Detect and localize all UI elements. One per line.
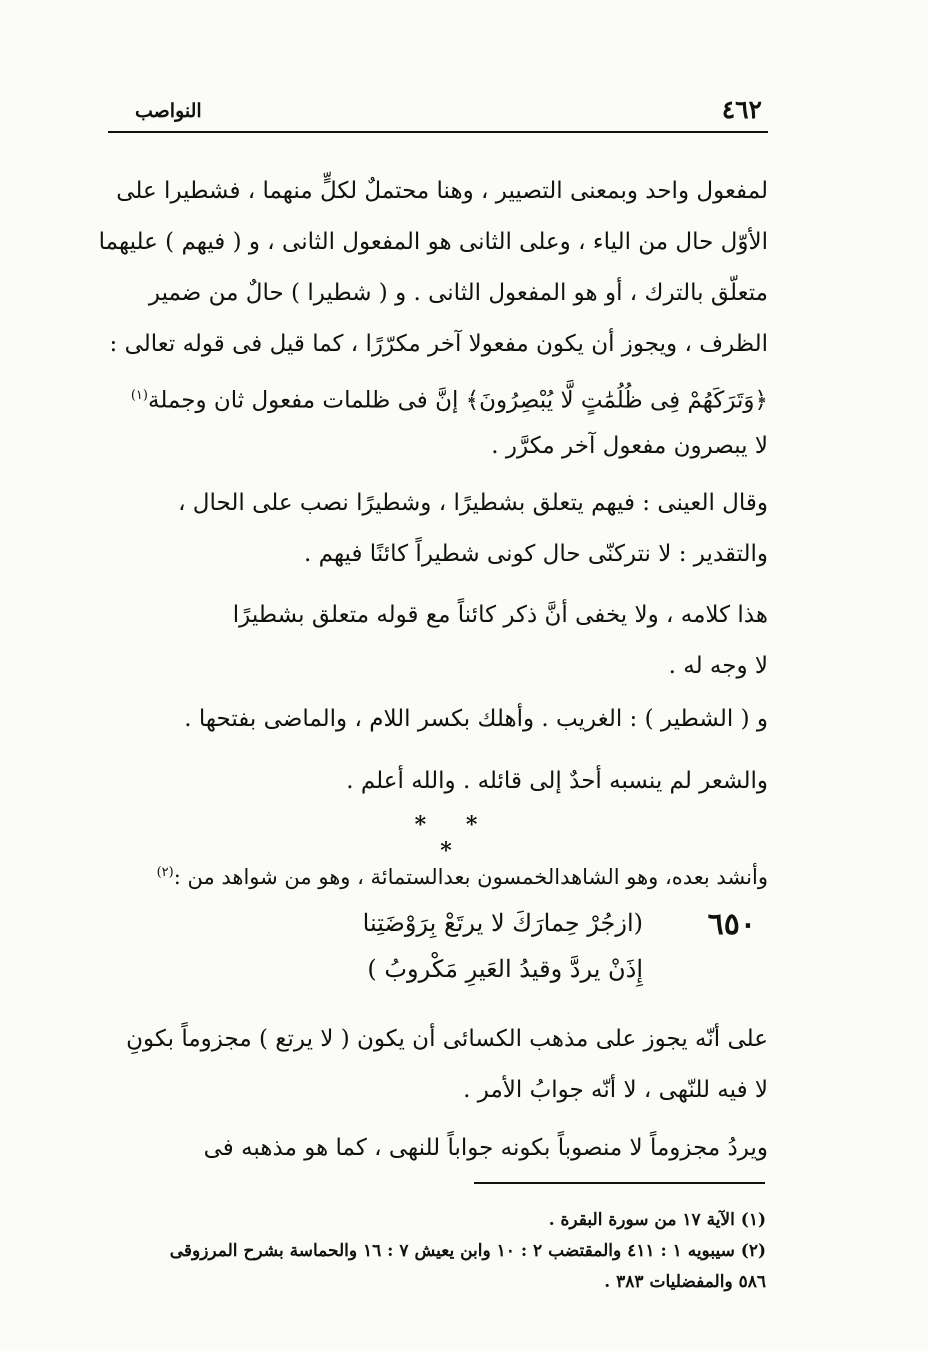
paragraph-line-14: على أنّه يجوز على مذهب الكسائى أن يكون ( لا يرتع ) مجزوماً بكونِ — [126, 1026, 768, 1052]
paragraph-line-11: و ( الشطير ) : الغريب . وأهلك بكسر اللام ، والماضى بفتحها . — [184, 706, 768, 732]
page-number: ٤٦٢ — [721, 95, 762, 124]
footnote-mark-1: (١) — [130, 388, 148, 403]
paragraph-line-1: لمفعول واحد وبمعنى التصيير ، وهنا محتملٌ لكلٍّ منهما ، فشطيرا على — [116, 178, 768, 204]
paragraph-line-7: وقال العينى : فيهم يتعلق بشطيرًا ، وشطيرًا نصب على الحال ، — [178, 490, 768, 516]
verse-line-2: إِذَنْ يردَّ وقيدُ العَيرِ مَكْروبُ ) — [367, 955, 643, 983]
paragraph-line-8: والتقدير : لا نتركنّى حال كونى شطيراً كائنًا فيهم . — [304, 541, 768, 567]
section-separator: * * * — [414, 812, 494, 864]
paragraph-line-15: لا فيه للنّهى ، لا أنّه جوابُ الأمر . — [463, 1077, 768, 1103]
running-header-title: النواصب — [135, 100, 202, 122]
paragraph-line-9: هذا كلامه ، ولا يخفى أنَّ ذكر كائناً مع قوله متعلق بشطيرًا — [232, 602, 768, 628]
footnote-rule — [474, 1182, 765, 1184]
shahid-intro-text: وأنشد بعده، وهو الشاهدالخمسون بعدالستمائة ، وهو من شواهد من : — [173, 865, 768, 889]
footnotes — [108, 1205, 766, 1298]
header-rule — [108, 131, 768, 133]
paragraph-line-10: لا وجه له . — [668, 653, 768, 679]
paragraph-line-6: لا يبصرون مفعول آخر مكرَّر . — [491, 433, 768, 459]
footnote-2-continuation: ٥٨٦ والمفضليات ٣٨٣ . — [604, 1272, 766, 1292]
footnote-mark-2: (٢) — [156, 865, 174, 880]
quran-verse-text: ﴿وَتَرَكَهُمْ فِى ظُلُمَٰتٍ لَّا يُبْصِرُونَ﴾ إنَّ فى ظلمات مفعول ثان وجملة — [147, 387, 768, 414]
footnote-1: (١) الآية ١٧ من سورة البقرة . — [548, 1210, 766, 1230]
paragraph-line-2: الأوّل حال من الياء ، وعلى الثانى هو المفعول الثانى ، و ( فيهم ) عليهما — [98, 229, 768, 255]
paragraph-line-5 — [131, 370, 768, 427]
paragraph-line-13 — [157, 847, 768, 903]
footnote-2: (٢) سيبويه ١ : ٤١١ والمقتضب ٢ : ١٠ وابن يعيش ٧ : ١٦ والحماسة بشرح المرزوقى — [169, 1241, 766, 1261]
verse-line-1: (ازجُرْ حِمارَكَ لا يرتَعْ بِرَوْضَتِنا — [362, 909, 643, 937]
paragraph-line-3: متعلّق بالترك ، أو هو المفعول الثانى . و ( شطيرا ) حالٌ من ضمير — [148, 280, 768, 306]
paragraph-line-16: ويردُ مجزوماً لا منصوباً بكونه جواباً للنهى ، كما هو مذهبه فى — [203, 1135, 768, 1161]
paragraph-line-12: والشعر لم ينسبه أحدٌ إلى قائله . والله أعلم . — [346, 768, 768, 794]
paragraph-line-4: الظرف ، ويجوز أن يكون مفعولا آخر مكرّرًا ، كما قيل فى قوله تعالى : — [109, 331, 768, 357]
verse-number: ٦٥٠ — [707, 907, 756, 942]
